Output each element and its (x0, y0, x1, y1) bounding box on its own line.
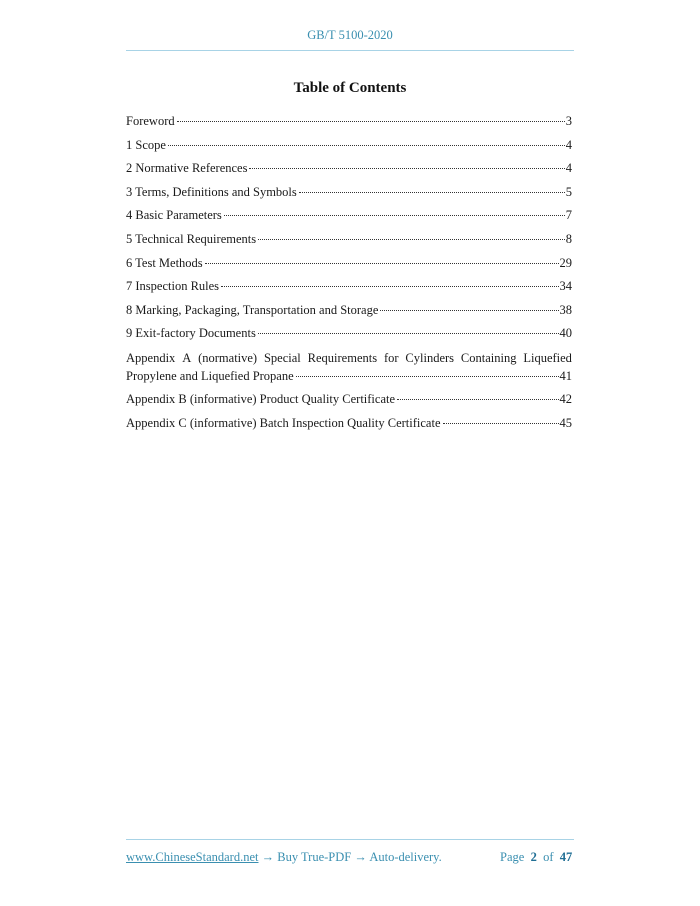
leader-dots (443, 423, 559, 424)
toc-entry-label: 7 Inspection Rules (126, 279, 220, 294)
toc-entry-foreword[interactable] (126, 110, 572, 134)
document-header: GB/T 5100-2020 (307, 28, 393, 42)
toc-entry-label: 9 Exit-factory Documents (126, 326, 256, 341)
toc-entry-appendix-a[interactable] (126, 346, 572, 388)
appendix-a-line-2-text: Propylene and Liquefied Propane (126, 368, 294, 383)
toc-entry-page: 40 (559, 326, 572, 341)
toc-entry-label: 3 Terms, Definitions and Symbols (126, 184, 297, 199)
leader-dots (221, 286, 558, 287)
toc-entry-page: 3 (565, 114, 572, 128)
current-page-number: 2 (530, 850, 537, 864)
leader-dots (397, 399, 558, 400)
toc-entry-page: 8 (565, 231, 572, 246)
toc-entry-exit-factory-documents[interactable] (126, 322, 572, 346)
toc-entry-basic-parameters[interactable] (126, 204, 572, 228)
auto-delivery-text: Auto-delivery. (369, 850, 442, 864)
leader-dots (205, 263, 559, 264)
leader-dots (224, 215, 565, 216)
toc-entry-terms-definitions[interactable] (126, 181, 572, 205)
toc-entry-label: 4 Basic Parameters (126, 208, 222, 223)
toc-entry-normative-references[interactable] (126, 157, 572, 181)
appendix-a-word: Containing (460, 350, 517, 365)
appendix-a-word: Special (263, 350, 301, 365)
toc-entry-appendix-b[interactable] (126, 388, 572, 412)
toc-entry-page: 4 (565, 161, 572, 176)
appendix-a-line-1 (126, 349, 572, 367)
leader-dots (380, 310, 558, 311)
toc-entry-page: 5 (565, 184, 572, 199)
toc-entry-label: 6 Test Methods (126, 255, 203, 270)
appendix-a-word: Liquefied (523, 350, 572, 365)
total-pages-number: 47 (559, 850, 573, 864)
right-arrow-icon: → (354, 850, 367, 864)
appendix-a-line-2 (126, 367, 572, 385)
appendix-a-word: A (182, 350, 192, 365)
toc-entry-label: 8 Marking, Packaging, Transportation and Storage (126, 302, 379, 317)
table-of-contents (126, 110, 572, 435)
toc-entry-label: 5 Technical Requirements (126, 231, 257, 246)
appendix-a-word: Cylinders (405, 350, 455, 365)
toc-entry-label: Appendix C (informative) Batch Inspection Quality Certificate (126, 415, 441, 430)
toc-entry-page: 41 (559, 368, 572, 383)
toc-entry-inspection-rules[interactable] (126, 275, 572, 299)
toc-entry-label: 1 Scope (126, 137, 166, 152)
appendix-a-word: for (383, 350, 399, 365)
toc-entry-page: 29 (559, 255, 572, 270)
toc-entry-test-methods[interactable] (126, 252, 572, 276)
toc-entry-page: 7 (565, 208, 572, 223)
right-arrow-icon: → (261, 850, 275, 864)
leader-dots (249, 168, 564, 169)
toc-entry-page: 34 (559, 279, 572, 294)
toc-entry-page: 42 (559, 391, 572, 406)
toc-entry-label: Foreword (126, 114, 175, 128)
footer-divider (126, 839, 574, 840)
toc-entry-technical-requirements[interactable] (126, 228, 572, 252)
leader-dots (258, 333, 559, 334)
leader-dots (296, 376, 559, 377)
leader-dots (177, 121, 565, 122)
toc-entry-marking-packaging[interactable] (126, 299, 572, 323)
website-link[interactable]: www.ChineseStandard.net (126, 850, 259, 864)
toc-entry-page: 38 (559, 302, 572, 317)
leader-dots (168, 145, 565, 146)
page-word: Page (500, 850, 525, 864)
toc-entry-appendix-c[interactable] (126, 412, 572, 436)
appendix-a-word: Requirements (307, 350, 378, 365)
toc-entry-page: 4 (565, 137, 572, 152)
page-of-word: of (543, 850, 554, 864)
appendix-a-word: (normative) (198, 350, 258, 365)
toc-title: Table of Contents (293, 80, 407, 96)
toc-entry-label: Appendix B (informative) Product Quality Certificate (126, 391, 396, 406)
toc-entry-scope[interactable] (126, 134, 572, 158)
page-indicator (500, 850, 572, 865)
buy-true-pdf-text: Buy True-PDF (277, 850, 352, 864)
appendix-a-word: Appendix (126, 350, 176, 365)
leader-dots (258, 239, 565, 240)
toc-entry-page: 45 (559, 415, 572, 430)
leader-dots (299, 192, 565, 193)
footer-promo (126, 850, 442, 865)
toc-entry-label: 2 Normative References (126, 161, 248, 176)
header-divider (126, 50, 574, 51)
